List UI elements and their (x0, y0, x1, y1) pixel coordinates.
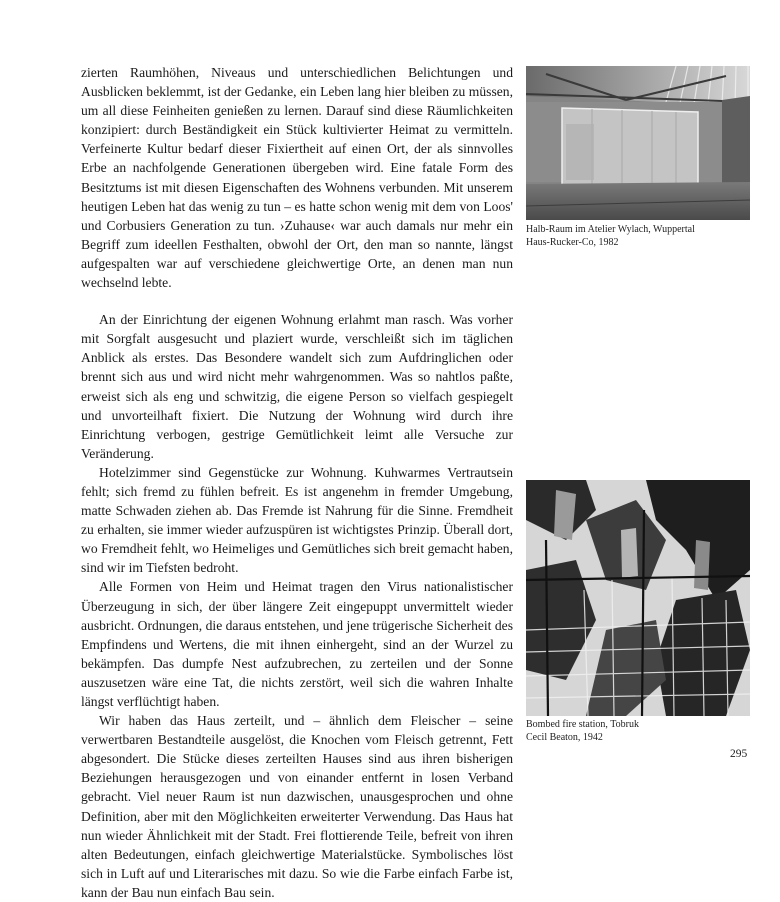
caption-line: Bombed fire station, Tobruk (526, 719, 639, 730)
caption-photo-1 (526, 223, 756, 249)
photo-bombed-fire-station-graphic (526, 480, 750, 716)
photo-atelier-wylach-graphic (526, 66, 750, 220)
page-number: 295 (730, 748, 748, 760)
body-text-column (81, 63, 513, 902)
paragraph: Hotelzimmer sind Gegenstücke zur Wohnung. Kuhwarmes Vertrautsein fehlt; sich fremd zu fühlen befreit. Es ist angenehm in fremder Umgebung, matte Schwaden ziehen ab. Das Fremde ist Nahrung für die Sinne. Fremdheit zu erhalten, sie immer wieder aufzuspüren ist wichtigstes Prinzip. Überall dort, wo Fremdheit fehlt, wo Heimeliges und Gemütliches sich breit gemacht haben, sind wir im Tiefsten bedroht. (81, 464, 513, 576)
paragraph: Wir haben das Haus zerteilt, und – ähnlich dem Fleischer – seine verwertbaren Bestandteile ausgelöst, die Knochen vom Fleisch getrennt, Fett abgesondert. Die Stücke dieses zerteilten Hauses sind aus ihren bisherigen Beziehungen herausgezogen und von einander entfernt in losen Verband gebracht. Viel neuer Raum ist nun dazwischen, unausgesprochen und ohne Definition, aber mit den Möglichkeiten erweiterter Verwendung. Das Haus hat nun wieder Ähnlichkeit mit der Stadt. Frei flottierende Teile, befreit von ihren alten Bedeutungen, einfach gleichwertige Materialstücke. Symbolisches löst sich in Luft auf und Literarisches mit dazu. So wie die Farbe einfach Farbe ist, kann der Bau nun einfach Bau sein. (81, 713, 513, 900)
paragraph: Alle Formen von Heim und Heimat tragen den Virus nationalistischer Überzeugung in sich, der über längere Zeit eingepuppt unvermittelt wieder ausbricht. Ordnungen, die daraus entstehen, und jene trügerische Sicherheit des Empfindens und Wertens, die mit ihnen einhergeht, sind an der Wurzel zu bekämpfen. Das dumpfe Nest aufzubrechen, zu zerteilen und der Sonne auszusetzen wäre eine Tat, die nichts zerstört, weil sich die wahren Inhalte längst verflüchtigt haben. (81, 579, 513, 709)
photo-atelier-wylach (526, 66, 750, 220)
caption-line: Haus-Rucker-Co, 1982 (526, 237, 619, 248)
paragraph: An der Einrichtung der eigenen Wohnung erlahmt man rasch. Was vorher mit Sorgfalt ausgesucht und plaziert wurde, verschleißt sich im täglichen Anblick als erstes. Das Besondere wandelt sich zum Aufdringlichen oder brennt sich aus und wird nicht mehr wahrgenommen. Was so nahtlos paßte, erweist sich als eng und schwitzig, die eigene Person so vielfach gespiegelt und unvorteilhaft fixiert. Die Nutzung der Wohnung wird durch ihre Einrichtung verbogen, gestrige Gemütlichkeit leimt alle Versuche zur Veränderung. (81, 312, 513, 461)
paragraph: zierten Raumhöhen, Niveaus und unterschiedlichen Belichtungen und Ausblicken beklemmt, ist der Gedanke, ein Leben lang hier bleiben zu müssen, um all diese Feinheiten genießen zu lernen. Darauf sind diese Räumlichkeiten konzipiert: durch Beständigkeit ein Stück kultivierter Heimat zu vermitteln. Verfeinerte Kultur bedarf dieser Fixiertheit auf einen Ort, der als sinnvolles Erbe an nachfolgende Generationen übergeben wird. Eine fatale Form des Besitztums ist mit diesen Eigenschaften des Wohnens verbunden. Mit unserem heutigen Leben hat das wenig zu tun – es hatte schon wenig mit dem von Loos' und Corbusiers Generation zu tun. ›Zuhause‹ war auch damals nur mehr ein Begriff zum ideellen Festhalten, obwohl der Ort, den man so nannte, längst aufgespalten war auf verschiedene gleichwertige Orte, an denen man nun wechselnd lebte. (81, 65, 513, 291)
caption-line: Halb-Raum im Atelier Wylach, Wuppertal (526, 224, 695, 235)
caption-photo-2 (526, 718, 756, 744)
caption-line: Cecil Beaton, 1942 (526, 732, 603, 743)
photo-bombed-fire-station (526, 480, 750, 716)
